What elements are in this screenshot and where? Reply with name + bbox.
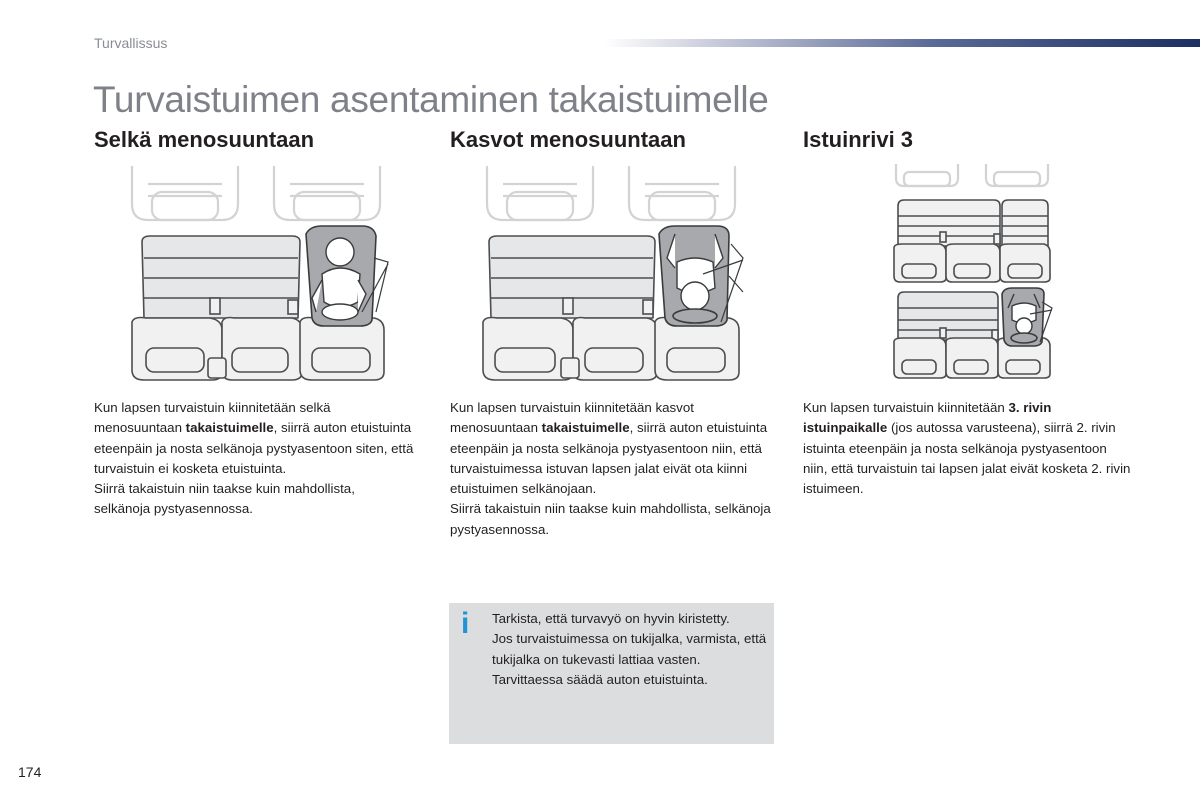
text-run: , siirrä auton etuistuinta eteenpäin ja nosta selkänoja pystyasentoon siten, että turvaistuin ei kosketa etuistuinta. — [94, 420, 414, 476]
second-row-seats — [894, 200, 1050, 282]
info-paragraph-2: Jos turvaistuimessa on tukijalka, varmista, että tukijalka on tukevasti lattiaa vasten. Tarvittaessa säädä auton etuistuinta. — [492, 631, 767, 687]
child-seat-third-row — [1002, 288, 1052, 346]
header-gradient-bar — [604, 39, 1200, 47]
heading-forward-facing: Kasvot menosuuntaan — [450, 127, 686, 152]
rear-facing-paragraph-2: Siirrä takaistuin niin taakse kuin mahdollista, selkänoja pystyasennossa. — [94, 481, 355, 517]
text-run: (jos autossa varusteena), siirrä 2. rivin istuinta eteenpäin ja nosta selkänoja pystyasentoon niin, että turvaistuin tai lapsen jalat eivät kosketa 2. rivin istuimeen. — [803, 420, 1131, 497]
text-run: Kun lapsen turvaistuin kiinnitetään kasvot menosuuntaan — [450, 400, 694, 436]
forward-facing-child-seat-diagram-icon — [481, 162, 746, 384]
seat-row-3-paragraph-1 — [803, 398, 1133, 499]
emphasis-rear-seat: takaistuimelle — [541, 420, 630, 436]
emphasis-rear-seat: takaistuimelle — [185, 420, 274, 436]
rear-seat-right — [655, 318, 739, 381]
seat-row-3-instructions — [803, 398, 1133, 499]
rear-facing-paragraph-1 — [94, 398, 414, 479]
forward-facing-paragraph-2: Siirrä takaistuin niin taakse kuin mahdollista, selkänoja pystyasennossa. — [450, 501, 771, 537]
third-row-child-seat-diagram-icon — [890, 162, 1055, 384]
text-run: Kun lapsen turvaistuin kiinnitetään — [803, 400, 1009, 415]
section-label: Turvallissus — [94, 35, 168, 51]
heading-rear-facing: Selkä menosuuntaan — [94, 127, 315, 152]
front-seat-right — [629, 166, 735, 220]
child-seat-rear-facing — [306, 226, 388, 326]
rear-facing-child-seat-diagram-icon — [126, 162, 391, 384]
rear-facing-instructions — [94, 398, 414, 520]
emphasis-row-3-seat: 3. rivin istuinpaikalle — [803, 400, 1052, 436]
info-icon: i — [461, 607, 470, 640]
front-seat-right — [274, 166, 380, 220]
heading-seat-row-3: Istuinrivi 3 — [803, 127, 914, 152]
page-title: Turvaistuimen asentaminen takaistuimelle — [93, 79, 769, 120]
text-run: Kun lapsen turvaistuin kiinnitetään selkä menosuuntaan — [94, 400, 331, 436]
info-box — [449, 603, 774, 744]
page-number: 174 — [18, 764, 42, 780]
rear-bench — [483, 236, 657, 380]
front-seat-left — [132, 166, 238, 220]
info-paragraph-1: Tarkista, että turvavyö on hyvin kiristetty. — [492, 611, 730, 626]
front-seats — [896, 164, 1048, 186]
rear-seat-right — [300, 318, 384, 381]
front-seat-left — [487, 166, 593, 220]
rear-bench — [132, 236, 302, 380]
child-seat-forward-facing — [659, 226, 743, 326]
forward-facing-paragraph-1 — [450, 398, 772, 499]
text-run: , siirrä auton etuistuinta eteenpäin ja nosta selkänoja pystyasentoon niin, että turvaistuimessa istuvan lapsen jalat eivät ota kiinni etuistuimen selkänojaan. — [450, 420, 768, 497]
info-text — [492, 609, 767, 690]
forward-facing-instructions — [450, 398, 772, 540]
